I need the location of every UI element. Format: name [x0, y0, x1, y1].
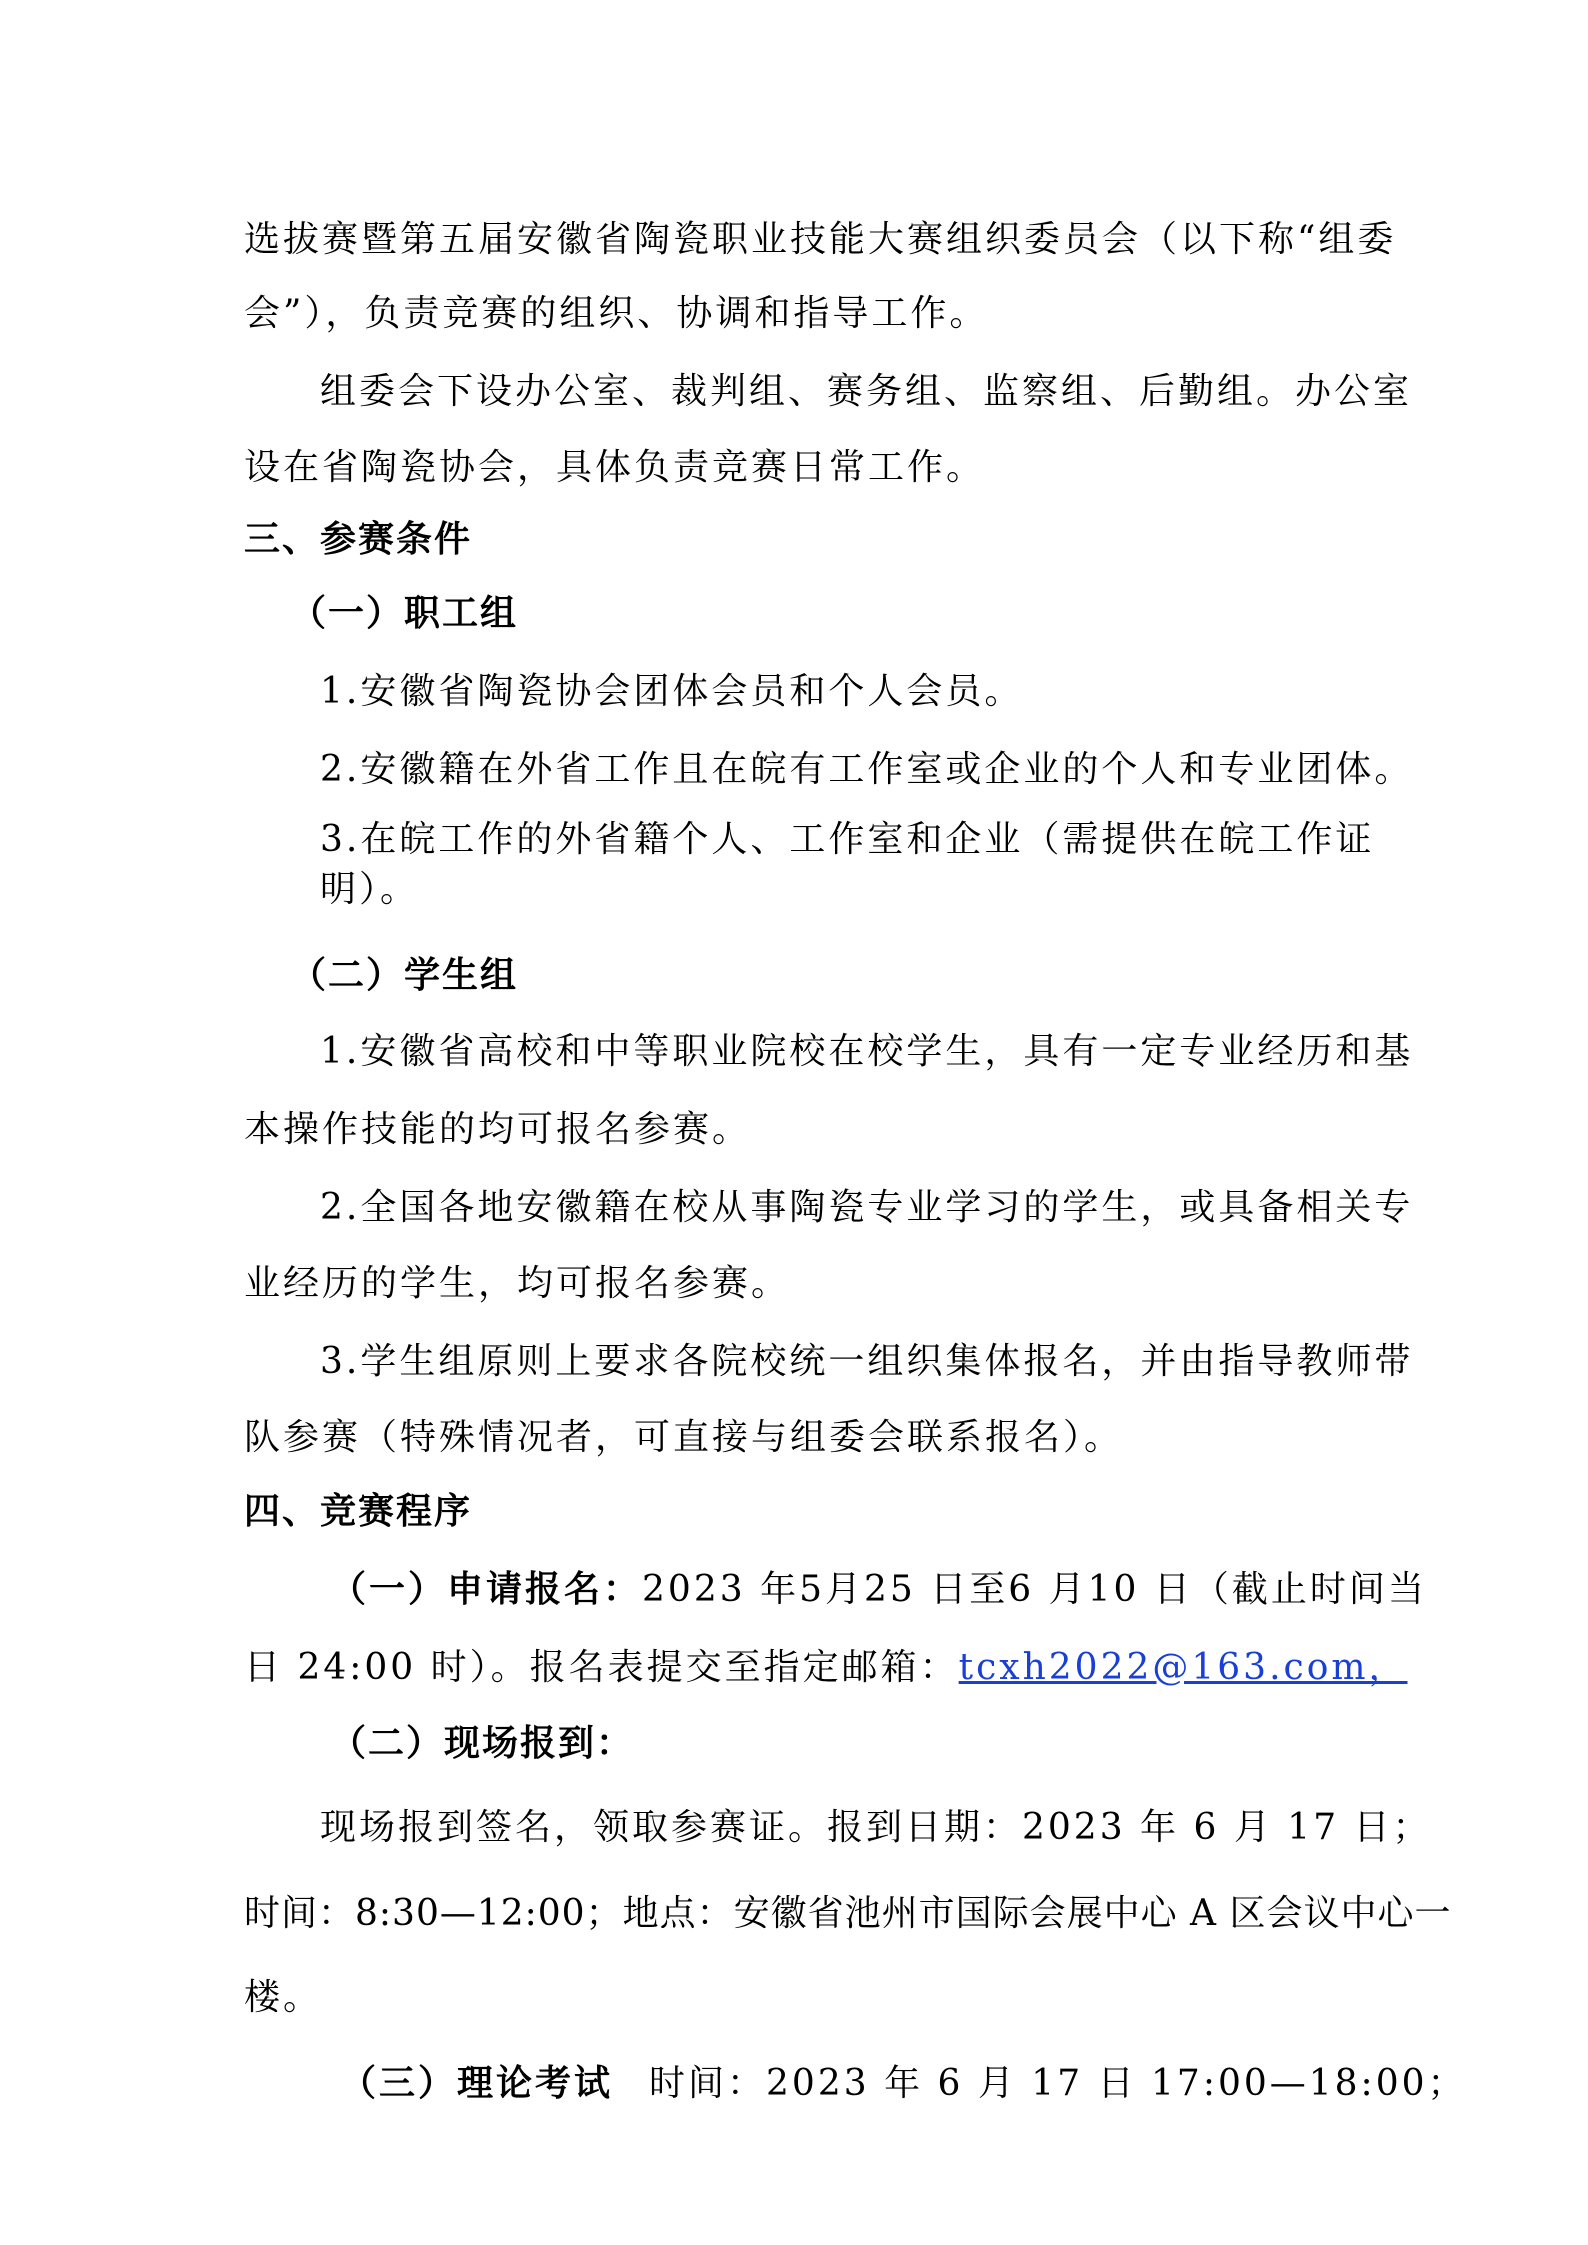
step-label: （二）现场报到： — [330, 1723, 635, 1764]
step-text: 日 24:00 时）。报名表提交至指定邮箱： — [244, 1647, 959, 1688]
list-item: 队参赛（特殊情况者，可直接与组委会联系报名）。 — [244, 1417, 1124, 1458]
list-item: 1.安徽省高校和中等职业院校在校学生，具有一定专业经历和基 — [320, 1031, 1414, 1072]
list-item: 3.在皖工作的外省籍个人、工作室和企业（需提供在皖工作证 — [320, 819, 1375, 860]
procedure-step — [330, 1568, 1427, 1612]
list-item: 业经历的学生，均可报名参赛。 — [244, 1263, 791, 1304]
paragraph-line: 会”），负责竞赛的组织、协调和指导工作。 — [244, 293, 989, 334]
procedure-step — [244, 1646, 1408, 1690]
step-label: （三）理论考试 — [340, 2063, 614, 2104]
step-label: （一）申请报名： — [330, 1569, 643, 1610]
subsection-heading: （二）学生组 — [290, 955, 519, 996]
step-text: 时间：2023 年 6 月 17 日 17:00—18:00； — [649, 2063, 1467, 2104]
list-item: 本操作技能的均可报名参赛。 — [244, 1109, 752, 1150]
step-text: 2023 年5月25 日至6 月10 日（截止时间当 — [642, 1569, 1427, 1610]
step-text: 楼。 — [244, 1977, 323, 2018]
list-item: 2.全国各地安徽籍在校从事陶瓷专业学习的学生，或具备相关专 — [320, 1187, 1414, 1228]
section-heading: 三、参赛条件 — [244, 519, 473, 560]
list-item: 明）。 — [320, 869, 420, 910]
subsection-heading: （一）职工组 — [290, 593, 519, 634]
step-text: 现场报到签名，领取参赛证。报到日期：2023 年 6 月 17 日； — [320, 1807, 1432, 1848]
list-item: 2.安徽籍在外省工作且在皖有工作室或企业的个人和专业团体。 — [320, 749, 1414, 790]
section-heading: 四、竞赛程序 — [244, 1491, 473, 1532]
list-item: 1.安徽省陶瓷协会团体会员和个人会员。 — [320, 671, 1024, 712]
email-link[interactable]: tcxh2022@163.com， — [958, 1647, 1408, 1688]
paragraph-line: 选拔赛暨第五届安徽省陶瓷职业技能大赛组织委员会（以下称“组委 — [244, 219, 1397, 260]
paragraph-line: 设在省陶瓷协会，具体负责竞赛日常工作。 — [244, 447, 986, 488]
paragraph-line: 组委会下设办公室、裁判组、赛务组、监察组、后勤组。办公室 — [320, 371, 1413, 412]
procedure-step — [340, 2062, 1467, 2106]
list-item: 3.学生组原则上要求各院校统一组织集体报名，并由指导教师带 — [320, 1341, 1414, 1382]
step-text: 时间：8:30—12:00；地点：安徽省池州市国际会展中心 A 区会议中心一 — [244, 1893, 1452, 1934]
